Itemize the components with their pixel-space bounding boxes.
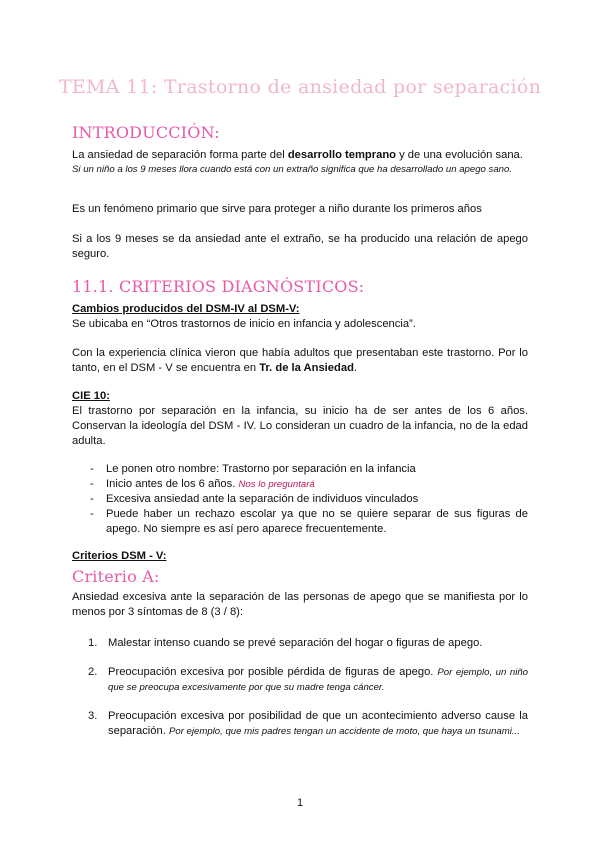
numbered-item-3 (72, 709, 528, 739)
list-item: - Le ponen otro nombre: Trastorno por separación en la infancia (72, 462, 528, 477)
experience-paragraph (72, 346, 528, 376)
page-number: 1 (296, 797, 304, 809)
intro-bold-term: desarrollo temprano (287, 149, 396, 161)
changes-block (72, 302, 528, 332)
dsm5-heading: Criterios DSM - V: (72, 550, 167, 562)
criteria-heading: 11.1. CRITERIOS DIAGNÓSTICOS: (72, 277, 365, 296)
changes-text: Se ubicaba en “Otros trastornos de inicio en infancia y adolescencia”. (72, 318, 416, 330)
list-item: - Inicio antes de los 6 años. Nos lo preguntará (72, 477, 528, 492)
experience-text: Con la experiencia clínica vieron que había adultos que presentaban este trastorno. Por lo tanto, en el DSM - V se encuentra en (72, 347, 528, 374)
cie-block (72, 389, 528, 449)
numbered-item-1 (72, 636, 528, 651)
item-number: 1. (88, 637, 98, 649)
criterio-a-heading: Criterio A: (72, 567, 160, 586)
cie-heading: CIE 10: (72, 390, 110, 402)
cie-text: El trastorno por separación en la infancia, su inicio ha de ser antes de los 6 años. Conservan la ideología del DSM - IV. Lo consideran un cuadro de la infancia, no de la edad adulta. (72, 405, 528, 447)
list-item: - Excesiva ansiedad ante la separación de individuos vinculados (72, 492, 528, 507)
intro-paragraph-3: Si a los 9 meses se da ansiedad ante el extraño, se ha producido una relación de apego seguro. (72, 233, 528, 260)
experience-text-end: . (353, 362, 358, 374)
item-text: Preocupación excesiva por posible pérdida de figuras de apego. (108, 666, 438, 678)
intro-example: Si un niño a los 9 meses llora cuando está con un extraño significa que ha desarrollado un apego sano. (72, 164, 513, 175)
intro-text-end: y de una evolución sana. (396, 149, 523, 161)
list-item: - Puede haber un rechazo escolar ya que no se quiere separar de sus figuras de apego. No siempre es así pero aparece frecuentemente. (72, 507, 528, 537)
item-example: Por ejemplo, un niño que se preocupa excesivamente por que su madre tenga cáncer. (108, 667, 529, 693)
bullet-list (72, 462, 528, 537)
numbered-item-2 (72, 665, 528, 695)
intro-paragraph-2: Es un fenómeno primario que sirve para proteger a niño durante los primeros años (72, 203, 482, 215)
item-number: 2. (88, 666, 98, 678)
experience-bold-term: Tr. de la Ansiedad (259, 362, 354, 374)
intro-paragraph-1 (72, 148, 528, 177)
changes-heading: Cambios producidos del DSM-IV al DSM-V: (72, 303, 300, 315)
criterio-a-text: Ansiedad excesiva ante la separación de las personas de apego que se manifiesta por lo menos por 3 síntomas de 8 (3 / 8): (72, 591, 528, 618)
item-example: Por ejemplo, que mis padres tengan un accidente de moto, que haya un tsunami... (168, 726, 520, 737)
intro-heading: INTRODUCCIÓN: (72, 123, 220, 142)
item-text: Malestar intenso cuando se prevé separación del hogar o figuras de apego. (108, 637, 483, 649)
intro-text: La ansiedad de separación forma parte del (72, 149, 288, 161)
item-number: 3. (88, 710, 98, 722)
exam-note: Nos lo preguntará (238, 479, 315, 490)
page-title: TEMA 11: Trastorno de ansiedad por separación (58, 76, 542, 98)
item-text: Preocupación excesiva por posibilidad de que un acontecimiento adverso cause la separación. (108, 710, 528, 737)
